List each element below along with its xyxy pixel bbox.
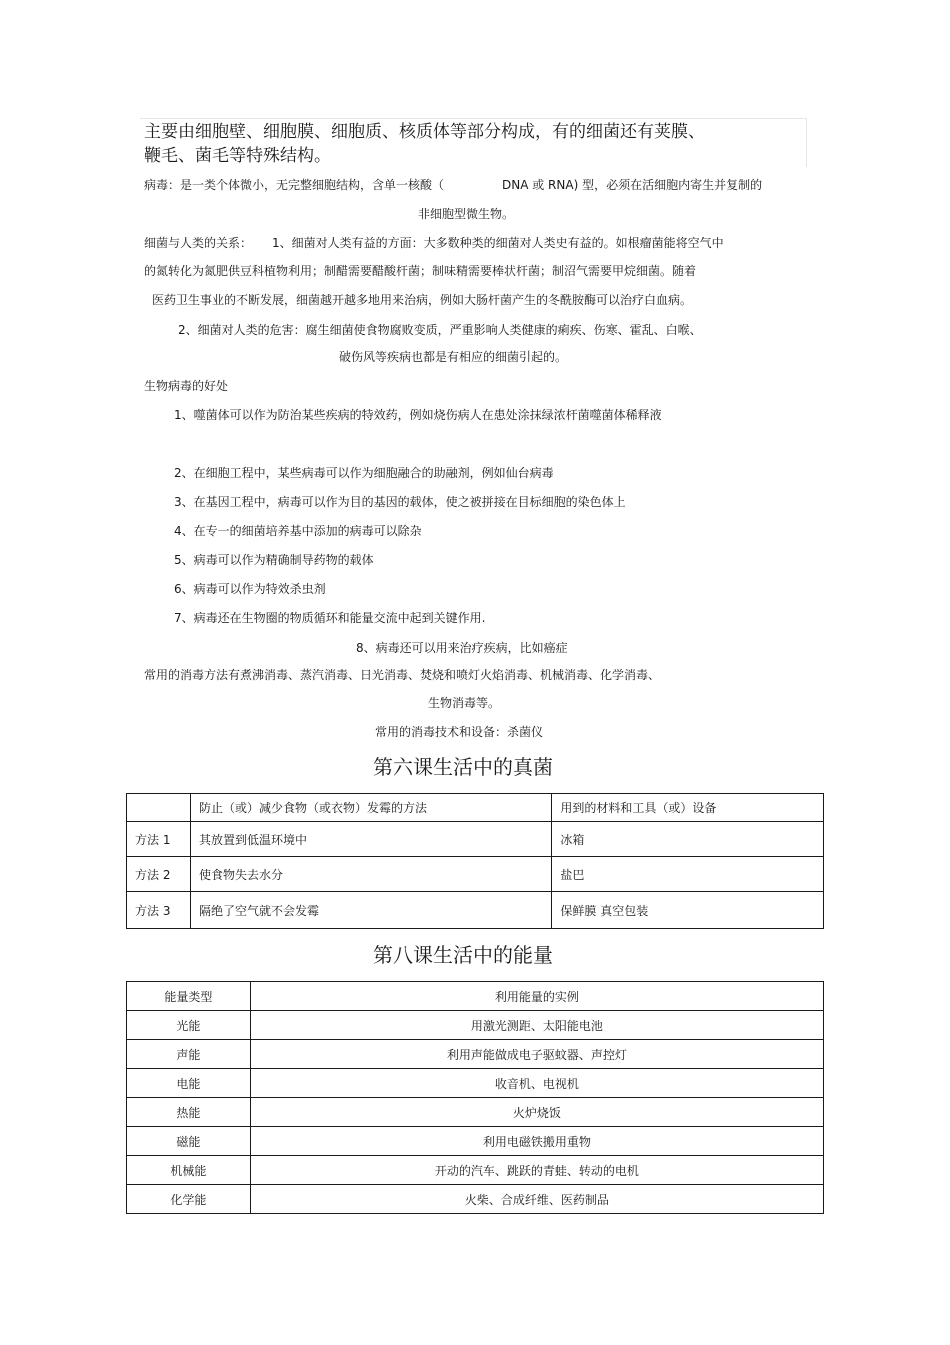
table-row [127,1156,824,1185]
table-cell: 方法 1 [127,822,191,857]
disinfect-line-1: 常用的消毒方法有煮沸消毒、蒸汽消毒、日光消毒、焚烧和喷灯火焰消毒、机械消毒、化学消毒、 [144,668,661,682]
energy-table [126,981,824,1214]
table-cell: 方法 3 [127,892,191,929]
table-header-cell: 利用能量的实例 [250,982,823,1011]
table-cell: 机械能 [127,1156,251,1185]
virus-line-2: 非细胞型微生物。 [418,207,515,221]
table-row [127,1185,824,1214]
relation-line-3: 医药卫生事业的不断发展，细菌越开越多地用来治病，例如大肠杆菌产生的冬酰胺酶可以治疗白血病。 [152,293,693,307]
relation-line-5: 破伤风等疾病也都是有相应的细菌引起的。 [339,350,568,364]
table-header-cell: 用到的材料和工具（或）设备 [552,794,824,822]
table-cell: 化学能 [127,1185,251,1214]
intro-line-1: 主要由细胞壁、细胞膜、细胞质、核质体等部分构成，有的细菌还有荚膜、 [144,122,705,142]
table-cell: 收音机、电视机 [250,1069,823,1098]
lesson6-title: 第六课生活中的真菌 [373,755,553,779]
intro-line-2: 鞭毛、菌毛等特殊结构。 [144,146,331,166]
table-cell: 其放置到低温环境中 [190,822,551,857]
table-row [127,1040,824,1069]
table-header-cell: 能量类型 [127,982,251,1011]
benefit-item: 3、在基因工程中，病毒可以作为目的基因的载体，使之被拼接在目标细胞的染色体上 [174,495,626,509]
table-cell: 使食物失去水分 [190,857,551,892]
table-row [127,857,824,892]
benefit-item: 5、病毒可以作为精确制导药物的载体 [174,553,374,567]
table-header-cell [127,794,191,822]
benefit-item: 4、在专一的细菌培养基中添加的病毒可以除杂 [174,524,422,538]
table-cell: 方法 2 [127,857,191,892]
relation-line-2: 的氮转化为氮肥供豆科植物利用；制醋需要醋酸杆菌；制味精需要棒状杆菌；制沼气需要甲烷细菌。随着 [144,264,697,278]
table-cell: 冰箱 [552,822,824,857]
benefit-item: 2、在细胞工程中，某些病毒可以作为细胞融合的助融剂，例如仙台病毒 [174,466,554,480]
virus-line-1: 病毒：是一类个体微小，无完整细胞结构，含单一核酸（ [144,178,445,192]
table-cell: 热能 [127,1098,251,1127]
table-row [127,1098,824,1127]
table-cell: 盐巴 [552,857,824,892]
table-cell: 开动的汽车、跳跃的青蛙、转动的电机 [250,1156,823,1185]
benefit-item: 6、病毒可以作为特效杀虫剂 [174,582,326,596]
table-cell: 声能 [127,1040,251,1069]
table-header-row [127,794,824,822]
table-cell: 火柴、合成纤维、医药制品 [250,1185,823,1214]
table-header-row [127,982,824,1011]
table-cell: 光能 [127,1011,251,1040]
table-cell: 用激光测距、太阳能电池 [250,1011,823,1040]
fungus-table [126,793,824,929]
relation-label: 细菌与人类的关系： [144,236,253,250]
table-cell: 利用电磁铁搬用重物 [250,1127,823,1156]
table-row [127,1069,824,1098]
table-cell: 磁能 [127,1127,251,1156]
disinfect-line-2: 生物消毒等。 [428,696,501,710]
benefit-item: 1、噬菌体可以作为防治某些疾病的特效药，例如烧伤病人在患处涂抹绿浓杆菌噬菌体稀释液 [174,408,662,422]
relation-line-1: 1、细菌对人类有益的方面：大多数种类的细菌对人类史有益的。如根瘤菌能将空气中 [272,236,724,250]
table-cell: 隔绝了空气就不会发霉 [190,892,551,929]
table-row [127,1127,824,1156]
table-header-cell: 防止（或）减少食物（或衣物）发霉的方法 [190,794,551,822]
relation-line-4: 2、细菌对人类的危害：腐生细菌使食物腐败变质，严重影响人类健康的痢疾、伤寒、霍乱、白喉、 [178,323,702,337]
table-cell: 利用声能做成电子驱蚊器、声控灯 [250,1040,823,1069]
lesson8-title: 第八课生活中的能量 [373,943,553,967]
benefits-title: 生物病毒的好处 [144,379,229,393]
benefit-item: 8、病毒还可以用来治疗疾病，比如癌症 [356,641,568,655]
table-cell: 火炉烧饭 [250,1098,823,1127]
table-cell: 保鲜膜 真空包装 [552,892,824,929]
virus-line-1b: DNA 或 RNA) 型，必须在活细胞内寄生并复制的 [502,178,763,192]
table-row [127,822,824,857]
table-row [127,892,824,929]
benefit-item: 7、病毒还在生物圈的物质循环和能量交流中起到关键作用. [174,611,486,625]
disinfect-line-3: 常用的消毒技术和设备：杀菌仪 [375,725,544,739]
table-cell: 电能 [127,1069,251,1098]
table-row [127,1011,824,1040]
